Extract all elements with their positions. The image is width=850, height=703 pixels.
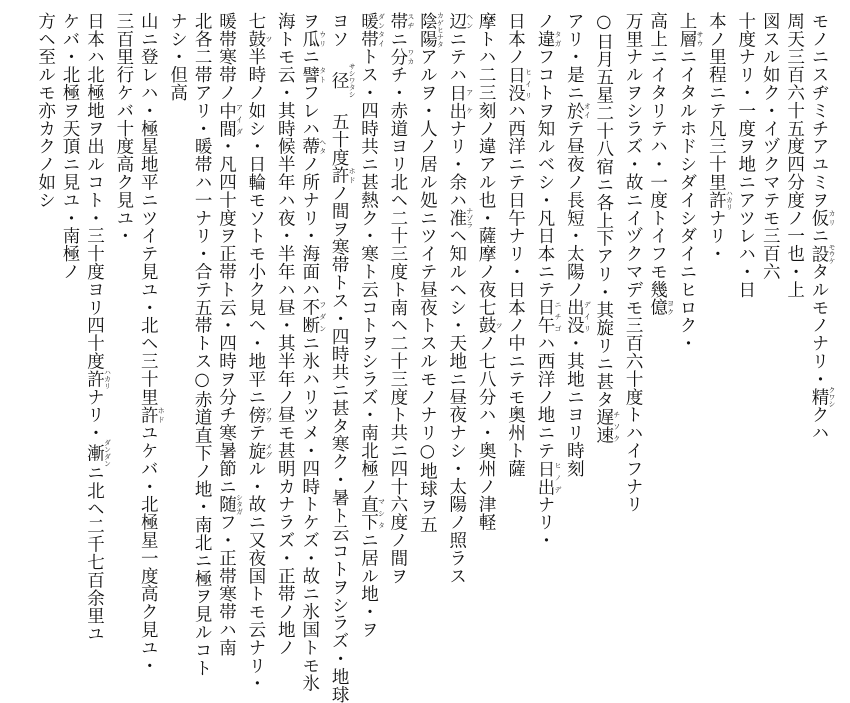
ruby-annotated-word: 億 ヨク (647, 298, 675, 317)
furigana-reading: デイリ (583, 298, 592, 335)
ruby-annotated-word: 不断 フダン (299, 298, 327, 335)
furigana-reading: ダンタイ (377, 12, 386, 48)
text-segment: ナリ・ (84, 387, 105, 442)
text-segment: フ・正帯寒帯ハ南 (216, 513, 237, 657)
text-segment: アリ・是ニ (564, 12, 585, 102)
text-column (621, 12, 645, 652)
text-segment: ・凡四十度ヲ正帯ト云・四時ヲ分チ寒暑節ニ (216, 137, 237, 496)
text-segment: ノ所ナリ・海面ハ (299, 155, 320, 299)
text-segment: クハ (809, 405, 829, 442)
furigana-reading: タト (318, 65, 327, 84)
text-segment: 北各二帯アリ・暖帯ハ一ナリ・合テ五帯トス○赤道直下ノ地・南北ニ極ヲ見ルコト (192, 12, 213, 677)
furigana-reading: アイダ (235, 101, 244, 138)
text-column (503, 12, 532, 652)
furigana-reading: ヘタ (318, 137, 327, 156)
text-segment: 暖帯寒帯ノ (216, 12, 237, 102)
text-segment: 日本ハ北極地ヲ出ルコト・三十度ヨリ四十度 (84, 12, 105, 370)
text-segment: ハ西洋ノ地ニテ (534, 334, 555, 460)
text-segment: 五十度 (329, 94, 350, 167)
furigana-reading: ダンダン (103, 438, 112, 467)
text-segment: ニイタルホドシダイシダイニヒロク・ (676, 47, 697, 353)
furigana-reading: クワシ (828, 386, 836, 408)
text-segment: ニ (299, 47, 320, 66)
text-segment: ユケバ・北極星一度高ク見ユ・ (138, 423, 159, 675)
furigana-reading: ヒイリ (524, 65, 533, 102)
text-segment: テ昼夜ノ長短・太陽ノ (564, 119, 585, 299)
text-segment: ナリ・ (706, 208, 727, 263)
text-segment: ナリ・ (534, 495, 555, 550)
text-column (807, 12, 836, 652)
furigana-reading: ニチゴ (553, 298, 562, 335)
text-column (214, 12, 244, 657)
furigana-reading: ヒノデ (553, 459, 562, 496)
furigana-reading: マシタ (377, 495, 386, 532)
ruby-annotated-word: 辺 ヘン (446, 12, 474, 30)
furigana-reading: アケ (465, 83, 474, 120)
ruby-annotated-word: 仮 カリ (809, 208, 836, 227)
text-column (704, 12, 733, 652)
text-segment: 摩トハ二三刻ノ違アル也・薩摩ノ夜七 (476, 12, 497, 317)
furigana-reading: ホド (157, 405, 166, 424)
furigana-reading: タガ (553, 29, 562, 48)
text-column (111, 12, 135, 652)
text-segment: トス・四時共ニ甚熱ク・寒ト云コトヲシラズ・南北極ノ (358, 47, 379, 496)
text-column (758, 12, 782, 652)
text-column (533, 12, 562, 652)
text-segment: 図スル如ク・イヅクマテモ三百六 (760, 12, 781, 281)
text-segment: 十度ナリ・一度ヲ地ニアツレハ・日 (735, 12, 756, 299)
furigana-reading: ソウ (264, 405, 273, 424)
ruby-annotated-word: 准 ナゾラ (446, 207, 474, 229)
ruby-annotated-word: 違 タガ (534, 29, 562, 48)
furigana-reading: モウケ (828, 243, 836, 265)
text-column (415, 12, 444, 652)
furigana-reading: シタガ (235, 493, 244, 515)
text-column (444, 12, 473, 652)
text-segment: フレハ (299, 83, 320, 138)
text-segment: 周天三百六十五度四分度ノ一也・上 (784, 12, 805, 299)
text-column (136, 12, 166, 675)
text-column (356, 12, 385, 652)
text-segment: ノ (534, 12, 555, 30)
text-segment: ニ北ヘ二千七百余里ユ (84, 463, 105, 643)
furigana-reading: ツ (495, 316, 504, 335)
text-segment: 本ノ里程ニテ凡三十里 (706, 12, 727, 191)
ruby-annotated-word: 許 ハカリ (706, 189, 734, 211)
vertical-text-body (33, 12, 836, 703)
furigana-reading: ワカ (406, 47, 415, 66)
furigana-reading: ウリ (318, 29, 327, 48)
text-segment: ル・故ニ又夜国トモ云ナリ・ (245, 459, 266, 693)
text-segment: ノ間ヲ寒帯トス・四時共ニ甚タ寒ク・暑ト云コトヲシラズ・地球 (329, 184, 350, 703)
text-segment: ナシ・但高 (167, 12, 188, 102)
text-column (273, 12, 297, 657)
ruby-annotated-word: 鼓 ツ (476, 316, 504, 335)
text-segment: ノ七八分ハ・奥州ノ津軽 (476, 334, 497, 532)
ruby-annotated-word: 分 ワカ (387, 47, 415, 66)
text-segment: 上 (676, 12, 697, 30)
text-segment: ヘ知ルヘシ・天地ニ昼夜ナシ・太陽ノ照ラス (446, 226, 467, 585)
text-segment: 方ヘ至ルモ亦カクノ如シ (35, 12, 56, 209)
furigana-reading: ホド (348, 166, 357, 185)
ruby-annotated-word: 出没 デイリ (564, 298, 592, 335)
ruby-annotated-word: 瓜 ウリ (299, 29, 327, 48)
text-column (562, 12, 591, 652)
ruby-annotated-word: 漸 ダンダン (84, 438, 112, 467)
ruby-annotated-word: 日没 ヒイリ (505, 65, 533, 102)
ruby-annotated-word: 設 モウケ (809, 243, 836, 265)
text-segment: 高上ニイタリテハ・一度トイフモ幾 (647, 12, 668, 299)
text-column (243, 12, 273, 693)
furigana-reading: サシワタシ (348, 62, 357, 98)
text-segment: 日本ノ (505, 12, 526, 66)
text-segment: ニ氷ハリツメ・四時トケズ・故ニ氷国トモ氷 (299, 334, 320, 693)
ruby-annotated-word: 精 クワシ (809, 386, 836, 408)
text-column (474, 12, 503, 652)
text-column (327, 12, 357, 703)
furigana-reading: メグ (264, 441, 273, 460)
ruby-annotated-word: 於 オイ (564, 101, 592, 120)
text-column (58, 12, 82, 652)
text-segment: モノニスヂミチアユミヲ (809, 12, 829, 209)
text-segment: 七 (245, 12, 266, 30)
text-column (591, 12, 620, 652)
text-segment: ニテハ (446, 29, 467, 84)
text-column (165, 12, 189, 652)
text-segment: ニ (809, 226, 829, 245)
furigana-reading: フダン (318, 298, 327, 335)
text-segment: テ (245, 423, 266, 442)
furigana-reading: カリ (828, 208, 836, 227)
furigana-reading: ツ (264, 29, 273, 48)
furigana-reading: サウ (695, 29, 704, 48)
text-segment: 海トモ云・其時候半年ハ夜・半年ハ昼・其半年ノ昼モ甚明カナラズ・正帯ノ地ノ (275, 12, 296, 657)
ruby-annotated-word: 譬 タト (299, 65, 327, 84)
furigana-reading: ハカリ (725, 189, 734, 211)
ruby-annotated-word: 陰陽 カゲヒナタ (417, 12, 445, 48)
text-column (297, 12, 327, 693)
ruby-annotated-word: 日午 ニチゴ (534, 298, 562, 335)
furigana-reading: スヂ (406, 12, 415, 30)
ruby-annotated-word: 層 サウ (676, 29, 704, 48)
ruby-annotated-word: 蔕 ヘタ (299, 137, 327, 156)
text-segment: フコトヲ知ルベシ・凡日本ニテ (534, 47, 555, 299)
text-segment: ヨソ (329, 12, 350, 66)
ruby-annotated-word: 直下 マシタ (358, 495, 386, 532)
furigana-reading: ヨク (666, 298, 675, 317)
furigana-reading: ハカリ (103, 368, 112, 390)
text-column (733, 12, 757, 652)
furigana-reading: チソク (612, 408, 621, 445)
furigana-reading: ナゾラ (465, 207, 474, 229)
furigana-reading: オイ (583, 101, 592, 120)
text-segment: ・其地ニヨリ時刻 (564, 334, 585, 478)
ruby-annotated-word: 許 ホド (329, 166, 357, 185)
text-column (645, 12, 674, 652)
ruby-annotated-word: 日出 アケ (446, 83, 474, 120)
text-segment: 三百里行ケバ十度高ク見ユ・ (113, 12, 134, 245)
text-segment: 半時ノ如シ・日輪モソトモ小ク見ヘ・地平ニ (245, 47, 266, 406)
text-segment: ケバ・北極ヲ天頂ニ見ユ・南極ノ (60, 12, 81, 281)
text-segment: 万里ナルヲシラズ・故ニイヅクマデモ三百六十度トハイフナリ (623, 12, 644, 514)
text-segment: ニ (387, 29, 408, 48)
ruby-annotated-word: 旋 メグ (245, 441, 273, 460)
ruby-annotated-word: 帯 スヂ (387, 12, 415, 30)
text-segment: アルヲ・人ノ居ル処ニツイテ昼夜トスルモノナリ○地球ヲ五 (417, 47, 438, 534)
ruby-annotated-word: 鼓 ツ (245, 29, 273, 48)
text-segment: チ・赤道ヨリ北ヘ二十三度ト南ヘ二十三度ト共ニ四十六度ノ間ヲ (387, 65, 408, 585)
text-column (386, 12, 415, 652)
furigana-reading: ヘン (465, 12, 474, 30)
text-column (190, 12, 214, 677)
ruby-annotated-word: 許 ホド (138, 405, 166, 424)
text-segment: ハ西洋ニテ日午ナリ・日本ノ中ニテモ奥州ト薩 (505, 101, 526, 478)
text-column (782, 12, 806, 652)
text-segment: ヲ (299, 12, 320, 30)
text-segment: 山ニ登レハ・極星地平ニツイテ見ユ・北ヘ三十里 (138, 12, 159, 406)
ruby-annotated-word: 遅速 チソク (593, 408, 621, 445)
text-segment: タルモノナリ・ (809, 262, 829, 388)
ruby-annotated-word: 傍 ソウ (245, 405, 273, 424)
text-segment: ニ居ル地・ヲ (358, 531, 379, 639)
ruby-annotated-word: 許 ハカリ (84, 368, 112, 390)
text-column (33, 12, 57, 652)
text-column (675, 12, 704, 652)
ruby-annotated-word: 日出 ヒノデ (534, 459, 562, 496)
ruby-annotated-word: 径 サシワタシ (329, 62, 357, 98)
ruby-annotated-word: 中間 アイダ (216, 101, 244, 138)
furigana-reading: カゲヒナタ (436, 12, 445, 48)
ruby-annotated-word: 随 シタガ (216, 493, 244, 515)
text-segment: ○日月五星二十八宿ニ各上下アリ・其旋リニ甚タ (593, 12, 614, 409)
text-segment: ナリ・余ハ (446, 119, 467, 209)
ruby-annotated-word: 暖帯 ダンタイ (358, 12, 386, 48)
text-column (82, 12, 111, 652)
